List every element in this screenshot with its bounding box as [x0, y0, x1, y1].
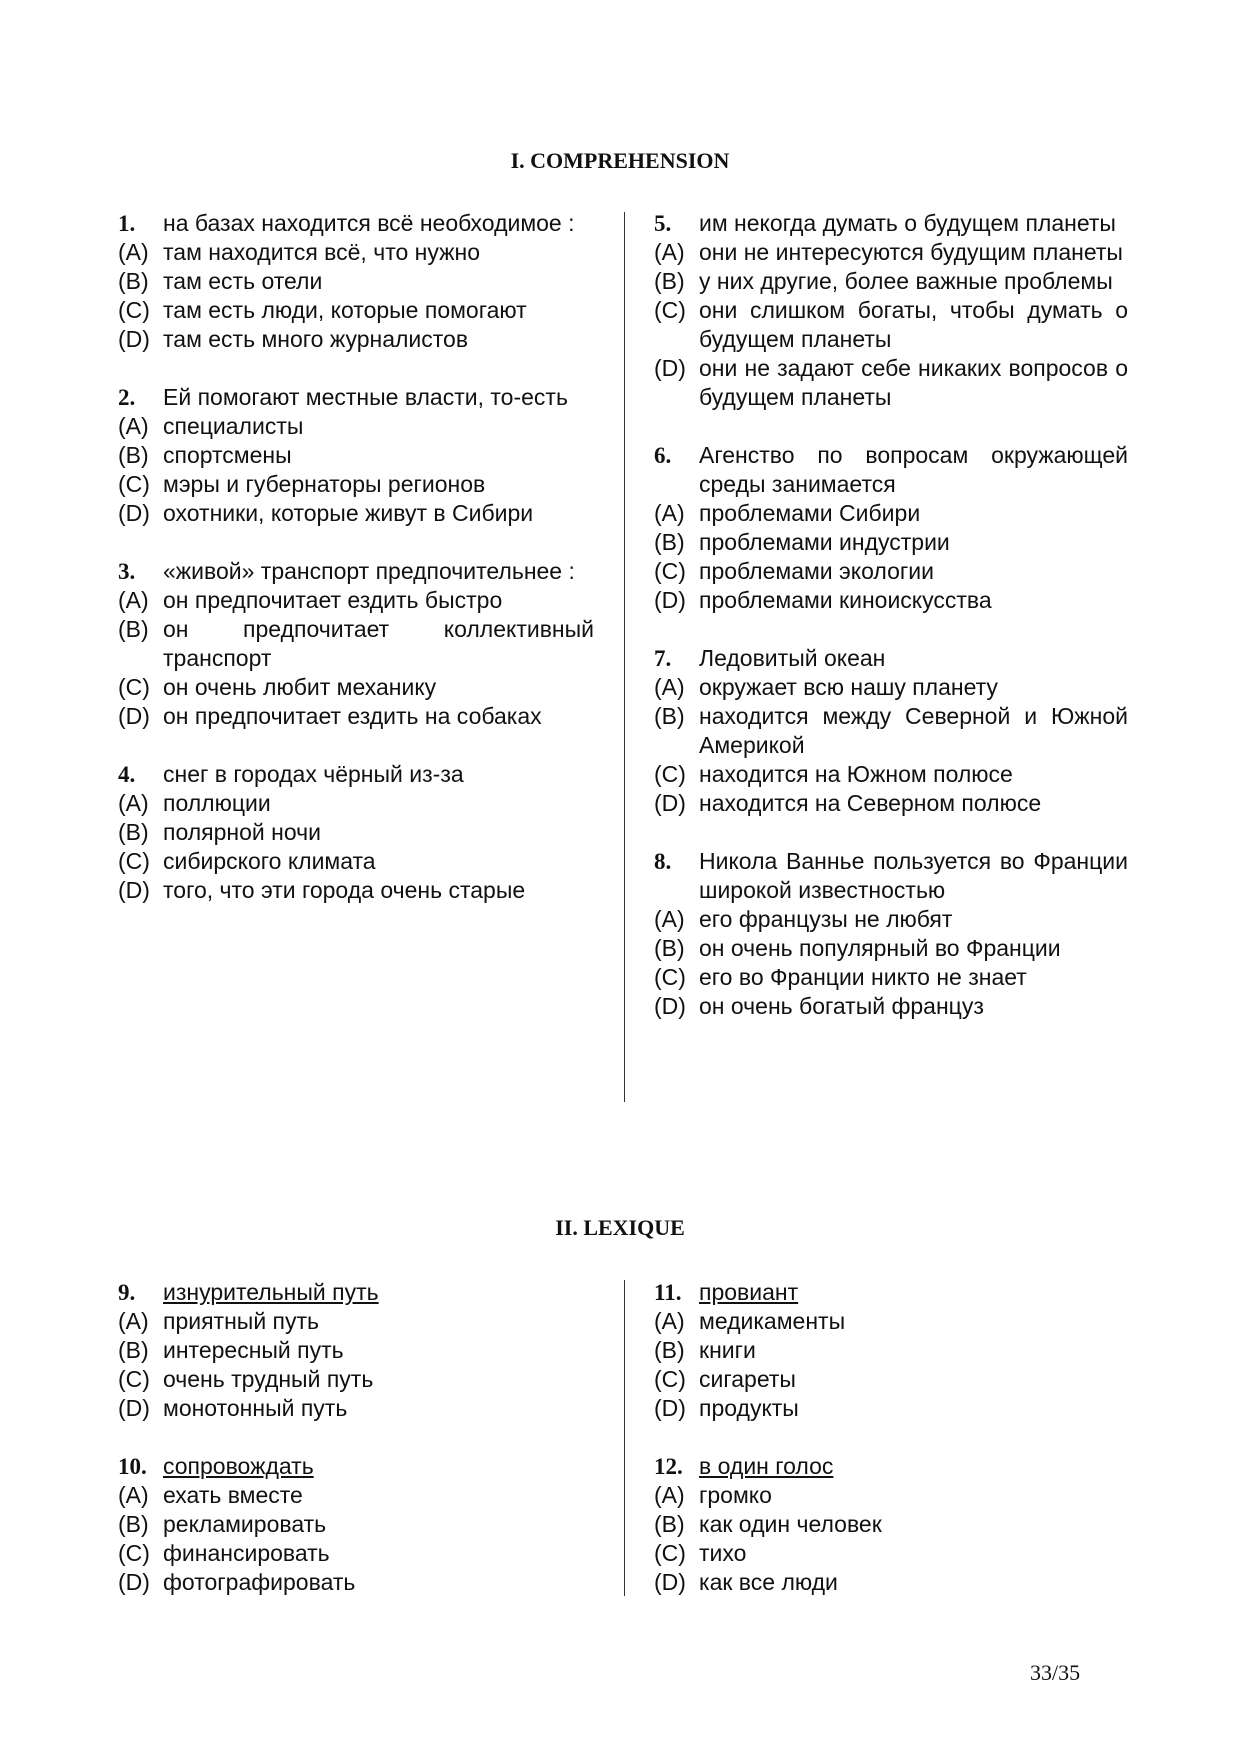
option-text: они не задают себе никаких вопросов о будущем планеты: [699, 355, 1128, 410]
question-stem: [654, 441, 1128, 499]
answer-option: [654, 1568, 1128, 1597]
question-3: [118, 557, 594, 731]
answer-option: [118, 1307, 594, 1336]
answer-option: [118, 847, 594, 876]
option-text: ехать вместе: [163, 1482, 303, 1508]
option-text: он очень популярный во Франции: [699, 935, 1061, 961]
answer-option: [654, 760, 1128, 789]
option-text: он предпочитает коллективный транспорт: [163, 616, 594, 671]
question-number: 9.: [118, 1280, 136, 1305]
question-stem: [654, 209, 1128, 238]
answer-option: [118, 789, 594, 818]
question-text: изнурительный путь: [163, 1279, 379, 1305]
option-text: того, что эти города очень старые: [163, 877, 526, 903]
option-label: (D): [654, 1569, 686, 1595]
option-text: сибирского климата: [163, 848, 376, 874]
question-number: 10.: [118, 1454, 147, 1479]
answer-option: [118, 1481, 594, 1510]
option-label: (B): [654, 1337, 685, 1363]
option-text: монотонный путь: [163, 1395, 348, 1421]
option-text: медикаменты: [699, 1308, 846, 1334]
option-label: (D): [118, 877, 150, 903]
option-text: охотники, которые живут в Сибири: [163, 500, 534, 526]
question-10: [118, 1452, 594, 1597]
option-text: проблемами киноискусства: [699, 587, 992, 613]
option-text: его во Франции никто не знает: [699, 964, 1027, 990]
option-text: финансировать: [163, 1540, 330, 1566]
option-text: книги: [699, 1337, 756, 1363]
answer-option: [118, 673, 594, 702]
option-text: сигареты: [699, 1366, 796, 1392]
page-number: 33/35: [1030, 1660, 1081, 1685]
option-text: там находится всё, что нужно: [163, 239, 480, 265]
answer-option: [654, 1365, 1128, 1394]
answer-option: [654, 1481, 1128, 1510]
answer-option: [654, 238, 1128, 267]
option-label: (C): [118, 848, 150, 874]
answer-option: [118, 470, 594, 499]
option-label: (B): [118, 819, 149, 845]
question-stem: [654, 644, 1128, 673]
question-stem: [654, 1452, 1128, 1481]
option-text: очень трудный путь: [163, 1366, 374, 1392]
option-label: (C): [118, 1366, 150, 1392]
option-label: (B): [118, 442, 149, 468]
option-label: (B): [118, 268, 149, 294]
answer-option: [654, 1394, 1128, 1423]
option-label: (D): [118, 703, 150, 729]
question-text: «живой» транспорт предпочительнее :: [163, 558, 575, 584]
column-divider-lexique: [624, 1280, 625, 1596]
section-title-lexique: II. LEXIQUE: [555, 1215, 685, 1240]
option-text: находится на Южном полюсе: [699, 761, 1013, 787]
question-number: 11.: [654, 1280, 682, 1305]
question-text: провиант: [699, 1279, 799, 1305]
question-text: Ледовитый океан: [699, 645, 886, 671]
answer-option: [654, 673, 1128, 702]
question-5: [654, 209, 1128, 412]
option-label: (B): [118, 1337, 149, 1363]
option-text: у них другие, более важные проблемы: [699, 268, 1113, 294]
option-text: там есть много журналистов: [163, 326, 469, 352]
option-text: его французы не любят: [699, 906, 953, 932]
question-8: [654, 847, 1128, 1021]
answer-option: [654, 1510, 1128, 1539]
option-label: (C): [118, 471, 150, 497]
question-stem: [654, 847, 1128, 905]
column-divider: [624, 212, 625, 1102]
answer-option: [654, 296, 1128, 354]
option-label: (A): [654, 239, 685, 265]
question-text: снег в городах чёрный из-за: [163, 761, 464, 787]
option-label: (D): [118, 1569, 150, 1595]
answer-option: [118, 325, 594, 354]
option-label: (A): [118, 1308, 149, 1334]
option-text: тихо: [699, 1540, 747, 1566]
answer-option: [654, 1307, 1128, 1336]
question-number: 2.: [118, 385, 136, 410]
option-label: (B): [654, 1511, 685, 1537]
option-label: (A): [118, 587, 149, 613]
option-label: (A): [118, 1482, 149, 1508]
question-11: [654, 1278, 1128, 1423]
option-label: (B): [654, 268, 685, 294]
option-text: мэры и губернаторы регионов: [163, 471, 486, 497]
question-stem: [654, 1278, 1128, 1307]
answer-option: [654, 528, 1128, 557]
question-stem: [118, 383, 594, 412]
question-text: на базах находится всё необходимое :: [163, 210, 575, 236]
answer-option: [118, 1539, 594, 1568]
answer-option: [118, 441, 594, 470]
option-label: (D): [118, 500, 150, 526]
option-label: (D): [654, 355, 686, 381]
question-7: [654, 644, 1128, 818]
option-label: (B): [654, 529, 685, 555]
option-label: (C): [118, 297, 150, 323]
answer-option: [118, 296, 594, 325]
option-label: (A): [118, 413, 149, 439]
option-text: там есть люди, которые помогают: [163, 297, 527, 323]
question-number: 4.: [118, 762, 136, 787]
question-1: [118, 209, 594, 354]
option-text: полярной ночи: [163, 819, 321, 845]
option-text: они слишком богаты, чтобы думать о будущем планеты: [699, 297, 1128, 352]
option-label: (C): [654, 1366, 686, 1392]
option-text: проблемами индустрии: [699, 529, 950, 555]
option-label: (A): [654, 1308, 685, 1334]
answer-option: [118, 702, 594, 731]
option-text: там есть отели: [163, 268, 323, 294]
question-2: [118, 383, 594, 528]
option-label: (C): [654, 761, 686, 787]
option-label: (A): [118, 239, 149, 265]
option-text: громко: [699, 1482, 772, 1508]
answer-option: [654, 789, 1128, 818]
option-label: (A): [654, 500, 685, 526]
option-label: (B): [118, 1511, 149, 1537]
option-text: он очень богатый француз: [699, 993, 984, 1019]
answer-option: [118, 412, 594, 441]
option-label: (C): [118, 674, 150, 700]
question-text: Никола Ваннье пользуется во Франции широкой известностью: [699, 848, 1128, 903]
answer-option: [654, 267, 1128, 296]
answer-option: [118, 499, 594, 528]
question-number: 8.: [654, 849, 672, 874]
answer-option: [118, 1365, 594, 1394]
question-6: [654, 441, 1128, 615]
option-text: проблемами Сибири: [699, 500, 921, 526]
option-text: как один человек: [699, 1511, 882, 1537]
question-stem: [118, 760, 594, 789]
option-label: (B): [654, 935, 685, 961]
option-label: (A): [654, 906, 685, 932]
option-label: (B): [654, 703, 685, 729]
answer-option: [118, 267, 594, 296]
option-text: он очень любит механику: [163, 674, 437, 700]
option-label: (D): [118, 326, 150, 352]
question-number: 5.: [654, 211, 672, 236]
answer-option: [118, 1510, 594, 1539]
question-number: 7.: [654, 646, 672, 671]
option-text: специалисты: [163, 413, 304, 439]
comprehension-right-column: [654, 209, 1128, 1050]
answer-option: [654, 499, 1128, 528]
option-label: (C): [654, 1540, 686, 1566]
answer-option: [118, 1336, 594, 1365]
question-text: Агенство по вопросам окружающей среды занимается: [699, 442, 1128, 497]
option-text: поллюции: [163, 790, 271, 816]
question-text: Ей помогают местные власти, то-есть: [163, 384, 568, 410]
option-text: они не интересуются будущим планеты: [699, 239, 1123, 265]
question-stem: [118, 1452, 594, 1481]
question-4: [118, 760, 594, 905]
question-number: 6.: [654, 443, 672, 468]
option-label: (D): [654, 587, 686, 613]
answer-option: [654, 1336, 1128, 1365]
option-label: (C): [118, 1540, 150, 1566]
option-label: (C): [654, 964, 686, 990]
lexique-left-column: [118, 1278, 594, 1626]
option-label: (A): [654, 1482, 685, 1508]
option-text: интересный путь: [163, 1337, 344, 1363]
option-label: (D): [654, 790, 686, 816]
answer-option: [118, 818, 594, 847]
option-text: фотографировать: [163, 1569, 356, 1595]
question-12: [654, 1452, 1128, 1597]
section-title-comprehension: I. COMPREHENSION: [510, 148, 730, 173]
option-label: (C): [654, 558, 686, 584]
option-label: (A): [118, 790, 149, 816]
answer-option: [118, 615, 594, 673]
question-text: им некогда думать о будущем планеты: [699, 210, 1116, 236]
answer-option: [118, 586, 594, 615]
question-stem: [118, 557, 594, 586]
option-text: рекламировать: [163, 1511, 327, 1537]
lexique-right-column: [654, 1278, 1128, 1626]
option-label: (D): [654, 993, 686, 1019]
answer-option: [654, 905, 1128, 934]
answer-option: [654, 557, 1128, 586]
option-text: окружает всю нашу планету: [699, 674, 998, 700]
option-text: он предпочитает ездить быстро: [163, 587, 503, 613]
option-text: продукты: [699, 1395, 799, 1421]
option-label: (C): [654, 297, 686, 323]
answer-option: [654, 702, 1128, 760]
option-text: спортсмены: [163, 442, 292, 468]
option-text: как все люди: [699, 1569, 838, 1595]
option-text: находится между Северной и Южной Америкой: [699, 703, 1128, 758]
answer-option: [654, 963, 1128, 992]
answer-option: [654, 586, 1128, 615]
option-text: приятный путь: [163, 1308, 320, 1334]
comprehension-left-column: [118, 209, 594, 934]
option-text: он предпочитает ездить на собаках: [163, 703, 542, 729]
answer-option: [654, 1539, 1128, 1568]
answer-option: [654, 354, 1128, 412]
option-text: находится на Северном полюсе: [699, 790, 1042, 816]
answer-option: [118, 876, 594, 905]
question-text: в один голос: [699, 1453, 834, 1479]
answer-option: [118, 1394, 594, 1423]
question-text: сопровождать: [163, 1453, 314, 1479]
option-text: проблемами экологии: [699, 558, 934, 584]
question-stem: [118, 1278, 594, 1307]
question-number: 12.: [654, 1454, 683, 1479]
question-number: 3.: [118, 559, 136, 584]
option-label: (D): [654, 1395, 686, 1421]
question-number: 1.: [118, 211, 136, 236]
answer-option: [654, 992, 1128, 1021]
option-label: (D): [118, 1395, 150, 1421]
answer-option: [118, 1568, 594, 1597]
question-stem: [118, 209, 594, 238]
option-label: (A): [654, 674, 685, 700]
option-label: (B): [118, 616, 149, 642]
answer-option: [118, 238, 594, 267]
question-9: [118, 1278, 594, 1423]
answer-option: [654, 934, 1128, 963]
